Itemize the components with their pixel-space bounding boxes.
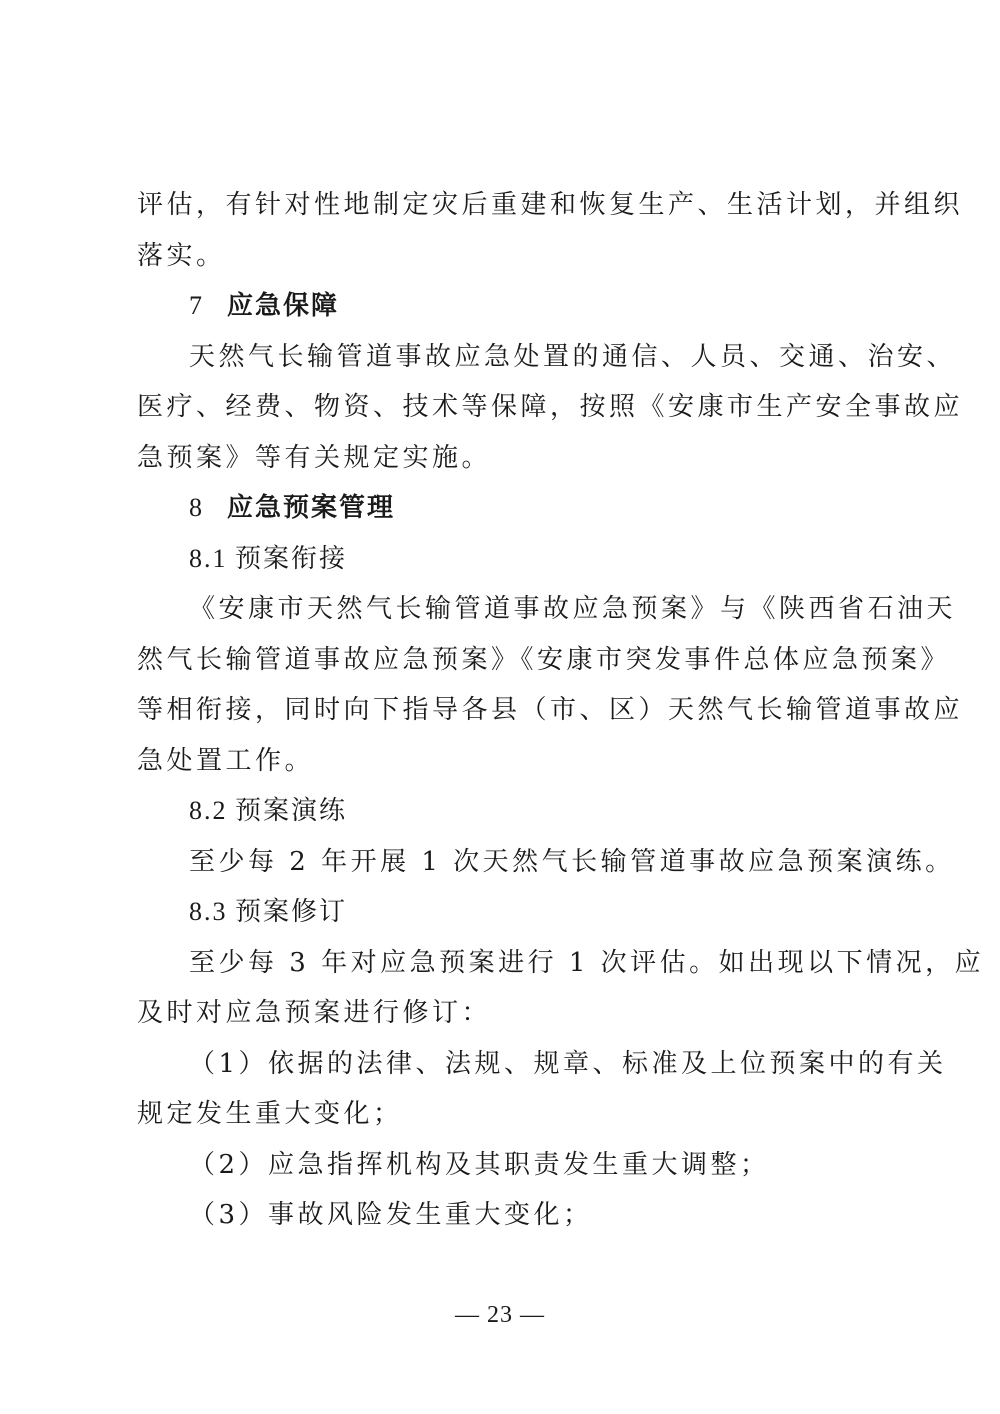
paragraph-line: 《安康市天然气长输管道事故应急预案》与《陕西省石油天 (189, 594, 957, 624)
subsection-number: 8.3 (189, 897, 228, 926)
list-item-3: （3）事故风险发生重大变化； (189, 1200, 593, 1230)
paragraph-line: 急预案》等有关规定实施。 (137, 442, 492, 473)
list-item-1-continued: 规定发生重大变化； (137, 1099, 403, 1129)
paragraph-line: 至少每 2 年开展 1 次天然气长输管道事故应急预案演练。 (189, 846, 955, 877)
subsection-heading-8-2 (137, 786, 877, 837)
section-number: 8 (189, 493, 204, 522)
list-item-1: （1）依据的法律、法规、规章、标准及上位预案中的有关 (189, 1048, 947, 1079)
subsection-title: 预案修订 (235, 897, 348, 927)
paragraph-line: 然气长输管道事故应急预案》《安康市突发事件总体应急预案》 (137, 644, 951, 675)
subsection-heading-8-3 (137, 887, 877, 938)
section-heading-7 (137, 281, 877, 332)
page-number: — 23 — (455, 1302, 545, 1328)
section-title: 应急预案管理 (227, 493, 396, 523)
paragraph-line: 急处置工作。 (137, 745, 315, 776)
subsection-heading-8-1 (137, 534, 877, 585)
paragraph-line: 等相衔接，同时向下指导各县（市、区）天然气长输管道事故应 (137, 695, 964, 725)
list-item-2: （2）应急指挥机构及其职责发生重大调整； (189, 1149, 770, 1180)
paragraph-line: 及时对应急预案进行修订： (137, 998, 492, 1028)
subsection-number: 8.2 (189, 796, 228, 825)
paragraph-line: 落实。 (137, 240, 226, 271)
section-title: 应急保障 (227, 291, 340, 321)
page-content (137, 180, 985, 1241)
subsection-number: 8.1 (189, 543, 228, 573)
section-number: 7 (189, 291, 204, 320)
subsection-title: 预案演练 (235, 796, 348, 826)
section-heading-8 (137, 483, 877, 534)
subsection-title: 预案衔接 (235, 543, 348, 574)
paragraph-line: 至少每 3 年对应急预案进行 1 次评估。如出现以下情况，应 (189, 947, 985, 978)
paragraph-line: 医疗、经费、物资、技术等保障，按照《安康市生产安全事故应 (137, 392, 964, 422)
paragraph-line: 评估，有针对性地制定灾后重建和恢复生产、生活计划，并组织 (137, 190, 964, 220)
paragraph-line: 天然气长输管道事故应急处置的通信、人员、交通、治安、 (189, 341, 957, 372)
